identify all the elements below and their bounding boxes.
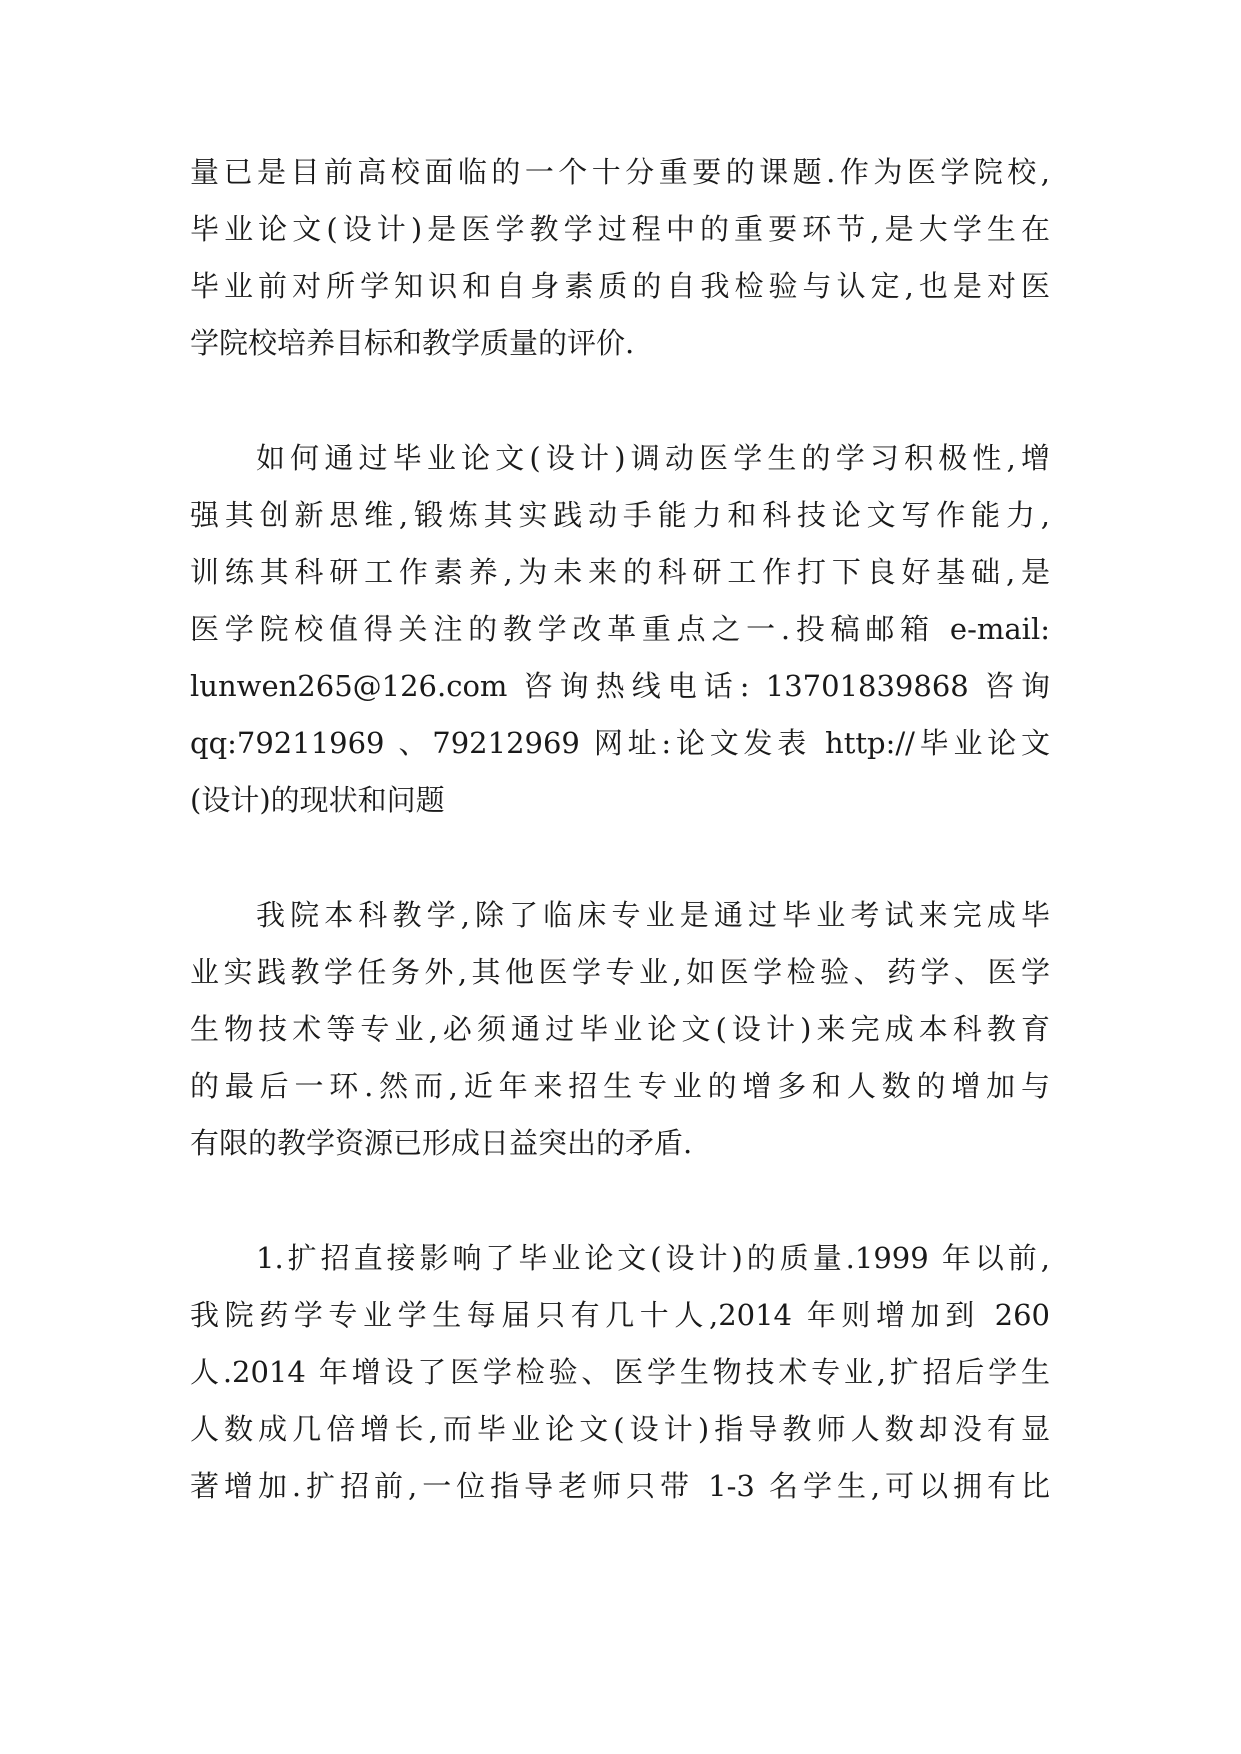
paragraph-1-line-4: 学院校培养目标和教学质量的评价. bbox=[190, 326, 635, 360]
paragraph-3-line-3: 生物技术等专业,必须通过毕业论文(设计)来完成本科教育 bbox=[190, 1012, 1050, 1046]
paragraph-1-line-3: 毕业前对所学知识和自身素质的自我检验与认定,也是对医 bbox=[190, 269, 1050, 303]
paragraph-1-line-2: 毕业论文(设计)是医学教学过程中的重要环节,是大学生在 bbox=[190, 212, 1050, 246]
paragraph-2-line-2: 强其创新思维,锻炼其实践动手能力和科技论文写作能力, bbox=[190, 498, 1050, 532]
paragraph-3-line-1: 我院本科教学,除了临床专业是通过毕业考试来完成毕 bbox=[256, 898, 1050, 932]
paragraph-4-line-5: 著增加.扩招前,一位指导老师只带 1-3 名学生,可以拥有比 bbox=[190, 1469, 1050, 1503]
paragraph-3-line-4: 的最后一环.然而,近年来招生专业的增多和人数的增加与 bbox=[190, 1069, 1050, 1103]
paragraph-2-line-1: 如何通过毕业论文(设计)调动医学生的学习积极性,增 bbox=[256, 441, 1050, 475]
paragraph-4-line-3: 人.2014 年增设了医学检验、医学生物技术专业,扩招后学生 bbox=[190, 1355, 1050, 1389]
paragraph-3-line-5: 有限的教学资源已形成日益突出的矛盾. bbox=[190, 1126, 693, 1160]
paragraph-2-line-4: 医学院校值得关注的教学改革重点之一.投稿邮箱 e-mail: bbox=[190, 612, 1050, 646]
paragraph-2-line-3: 训练其科研工作素养,为未来的科研工作打下良好基础,是 bbox=[190, 555, 1050, 589]
paragraph-4-line-1: 1.扩招直接影响了毕业论文(设计)的质量.1999 年以前, bbox=[256, 1241, 1050, 1275]
paragraph-1-line-1: 量已是目前高校面临的一个十分重要的课题.作为医学院校, bbox=[190, 155, 1050, 189]
paragraph-4-line-4: 人数成几倍增长,而毕业论文(设计)指导教师人数却没有显 bbox=[190, 1412, 1050, 1446]
paragraph-2-line-5: lunwen265@126.com 咨询热线电话: 13701839868 咨询 bbox=[190, 669, 1050, 703]
paragraph-2-line-7: (设计)的现状和问题 bbox=[190, 783, 445, 817]
paragraph-4-line-2: 我院药学专业学生每届只有几十人,2014 年则增加到 260 bbox=[190, 1298, 1050, 1332]
paragraph-3-line-2: 业实践教学任务外,其他医学专业,如医学检验、药学、医学 bbox=[190, 955, 1050, 989]
paragraph-2-line-6: qq:79211969 、79212969 网址:论文发表 http://毕业论文 bbox=[190, 726, 1050, 760]
